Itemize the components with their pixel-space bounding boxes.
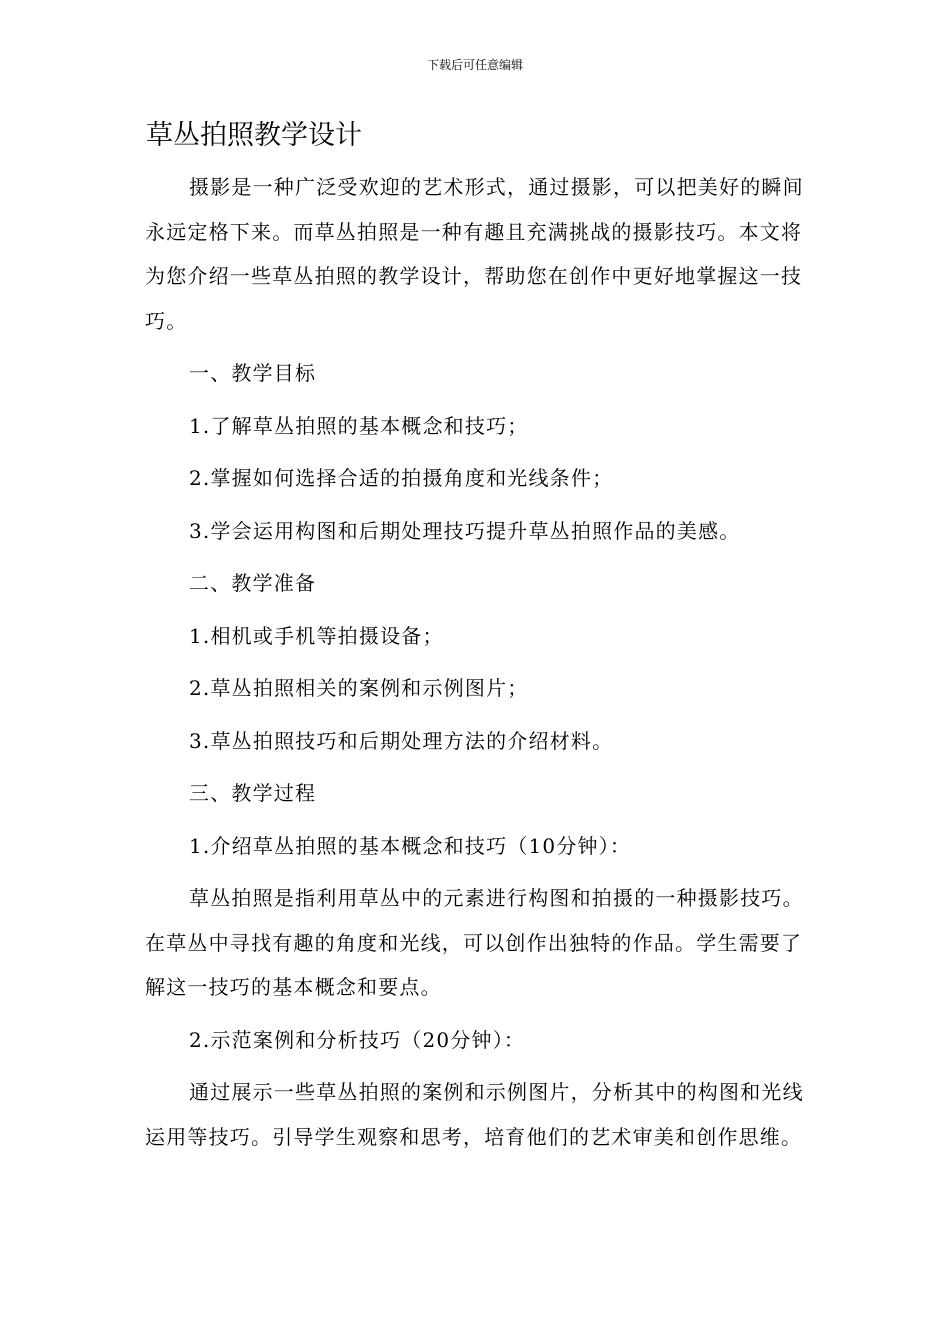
- preparation-item: 2.草丛拍照相关的案例和示例图片；: [189, 676, 529, 700]
- document-body: [145, 165, 810, 1167]
- document-title: 草丛拍照教学设计: [146, 120, 362, 151]
- header-note: 下载后可任意编辑: [426, 58, 523, 72]
- preparation-item: 3.草丛拍照技巧和后期处理方法的介绍材料。: [189, 728, 614, 753]
- section-heading-objectives: 一、教学目标: [189, 361, 317, 385]
- objective-item: 3.学会运用构图和后期处理技巧提升草丛拍照作品的美感。: [189, 518, 741, 543]
- section-heading-preparation: 二、教学准备: [189, 571, 317, 595]
- process-step-heading: 2.示范案例和分析技巧（20分钟）：: [189, 1027, 526, 1052]
- objective-item: 2.掌握如何选择合适的拍摄角度和光线条件；: [189, 466, 614, 490]
- intro-paragraph: 摄影是一种广泛受欢迎的艺术形式，通过摄影，可以把美好的瞬间永远定格下来。而草丛拍照是一种有趣且充满挑战的摄影技巧。本文将为您介绍一些草丛拍照的教学设计，帮助您在创作中更好地掌握这一技巧。: [145, 175, 804, 333]
- process-step-paragraph: 通过展示一些草丛拍照的案例和示例图片，分析其中的构图和光线运用等技巧。引导学生观察和思考，培育他们的艺术审美和创作思维。: [145, 1080, 804, 1149]
- process-step-paragraph: 草丛拍照是指利用草丛中的元素进行构图和拍摄的一种摄影技巧。在草丛中寻找有趣的角度和光线，可以创作出独特的作品。学生需要了解这一技巧的基本概念和要点。: [145, 886, 804, 999]
- section-heading-process: 三、教学过程: [189, 781, 317, 805]
- process-step-heading: 1.介绍草丛拍照的基本概念和技巧（10分钟）：: [189, 833, 632, 858]
- preparation-item: 1.相机或手机等拍摄设备；: [189, 623, 444, 648]
- objective-item: 1.了解草丛拍照的基本概念和技巧；: [189, 413, 529, 438]
